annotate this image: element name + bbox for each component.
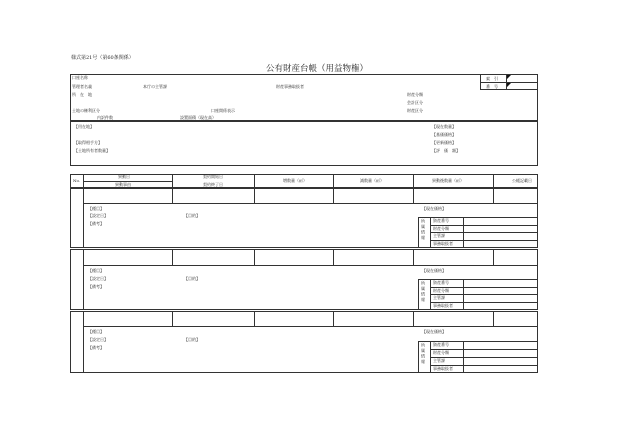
asset-number-label: 資産番号 — [433, 280, 449, 285]
decrease-header: 減数量（㎡） — [360, 178, 384, 183]
ledger-header: 公帳記載日 — [512, 178, 532, 183]
asset-category-label: 財産分類 — [433, 350, 449, 355]
index-label: 索 引 — [486, 76, 498, 81]
main-dept-label: 主管課 — [433, 233, 445, 238]
new-price-label: 【基価価格】 — [432, 132, 456, 137]
summary-frame — [70, 121, 538, 166]
affiliation-label: 所属情報 — [421, 281, 426, 303]
current-price-label: 【現在価格】 — [422, 268, 446, 273]
property-name-label: 口座名称 — [72, 75, 88, 80]
remarks-label: 【備考】 — [88, 221, 104, 226]
clerk-label: 事務取扱者 — [433, 303, 453, 308]
setup-label: 【設定日】 — [88, 213, 108, 218]
increase-header: 増数量（㎡） — [283, 178, 307, 183]
accounting-label: 会計区分 — [407, 100, 423, 105]
current-price-label: 【現在価格】 — [422, 206, 446, 211]
setup-label: 【設定日】 — [88, 276, 108, 281]
asset-category-label: 財産分類 — [433, 226, 449, 231]
purpose-label: 【目的】 — [184, 276, 200, 281]
no-header: No. — [73, 178, 81, 183]
usage-area-label: 【用在地】 — [74, 124, 94, 129]
manager-label: 管理者名義 — [72, 84, 92, 89]
registered-amount-label: 設置面積（現在高） — [180, 115, 216, 120]
number-label: 番 号 — [486, 84, 498, 89]
location-label: 所 在 地 — [72, 92, 92, 97]
purpose-label: 【目的】 — [184, 213, 200, 218]
main-dept-label: 主管課 — [433, 295, 445, 300]
admin-label: 財産事務取扱者 — [276, 84, 304, 89]
category-label: 財産分類 — [407, 92, 423, 97]
contract-start-header: 契約開始日 — [203, 174, 223, 179]
asset-class-label: 財産区分 — [407, 108, 423, 113]
asset-number-label: 資産番号 — [433, 218, 449, 223]
valuation-label: 【評 価 額】 — [432, 148, 460, 153]
current-qty-label: 【現在数量】 — [432, 124, 456, 129]
clerk-label: 事務取扱者 — [433, 366, 453, 371]
setup-label: 【設定日】 — [88, 337, 108, 342]
change-reason-header: 異動事由 — [115, 182, 131, 187]
page-title: 公有財産台帳（用益物権） — [266, 64, 369, 74]
type-label: 【種目】 — [88, 268, 104, 273]
change-date-header: 異動日 — [118, 174, 130, 179]
land-owner-label: 【土地所有者数量】 — [74, 148, 110, 153]
breakdown-label: 内訳件数 — [97, 115, 113, 120]
after-header: 異動後数量（㎡） — [432, 178, 464, 183]
asset-number-label: 資産番号 — [433, 342, 449, 347]
type-label: 【種目】 — [88, 329, 104, 334]
corner-mark-icon — [507, 75, 511, 79]
main-manager-label: 本庁の主管課 — [143, 84, 167, 89]
asset-category-label: 財産分類 — [433, 288, 449, 293]
current-price-label: 【現在価格】 — [422, 329, 446, 334]
form-number: 様式第21号（第60条関係） — [71, 55, 134, 61]
remarks-label: 【備考】 — [88, 284, 104, 289]
related-display-label: 口座関係表示 — [211, 108, 235, 113]
type-label: 【種目】 — [88, 206, 104, 211]
header-frame — [70, 74, 538, 121]
affiliation-label: 所属情報 — [421, 343, 426, 365]
contract-end-header: 契約終了日 — [203, 182, 223, 187]
remarks-label: 【備考】 — [88, 345, 104, 350]
purpose-label: 【目的】 — [184, 337, 200, 342]
affiliation-label: 所属情報 — [421, 219, 426, 241]
acquisition-label: 【取得相手方】 — [74, 140, 102, 145]
main-dept-label: 主管課 — [433, 358, 445, 363]
update-price-label: 【更新価格】 — [432, 140, 456, 145]
clerk-label: 事務取扱者 — [433, 241, 453, 246]
right-type-label: 土地の権利区分 — [72, 108, 100, 113]
corner-mark-icon — [507, 83, 511, 87]
